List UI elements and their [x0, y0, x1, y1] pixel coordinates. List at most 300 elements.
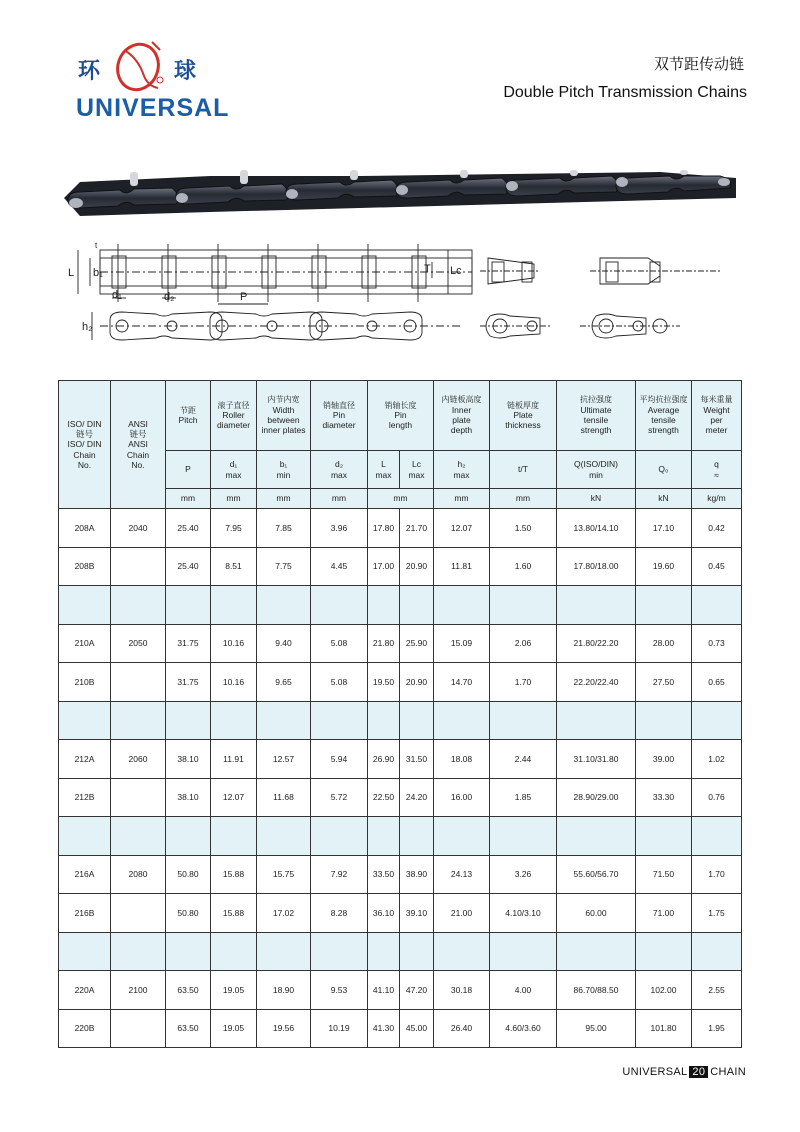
blank-cell: [692, 701, 742, 740]
header-row-names: [59, 381, 742, 451]
table-cell: 210B: [59, 663, 111, 702]
blank-cell: [59, 932, 111, 971]
blank-cell: [257, 701, 311, 740]
blank-cell: [692, 586, 742, 625]
header-text: 链号: [129, 429, 147, 440]
table-cell: 15.88: [211, 855, 257, 894]
blank-cell: [211, 932, 257, 971]
table-row: [59, 509, 742, 548]
table-cell: 71.00: [636, 894, 692, 933]
table-cell: 21.00: [434, 894, 490, 933]
header-en: Weight: [703, 405, 730, 416]
header-col-9: [557, 381, 636, 451]
header-cn: 每米重量: [700, 395, 733, 405]
header-en: Pitch: [178, 415, 198, 426]
table-cell: 16.00: [434, 778, 490, 817]
table-cell: 45.00: [400, 1009, 434, 1048]
blank-cell: [59, 586, 111, 625]
table-cell: 20.90: [400, 663, 434, 702]
label-d2: d₂: [164, 291, 175, 303]
table-cell: 60.00: [557, 894, 636, 933]
table-cell: 7.95: [211, 509, 257, 548]
table-cell: 22.50: [368, 778, 400, 817]
logo-cn-left: 环: [78, 59, 101, 84]
table-cell: 4.45: [311, 547, 368, 586]
symbol-text: max: [408, 469, 425, 480]
symbol-cell: [692, 451, 742, 489]
symbol-text: max: [375, 469, 392, 480]
table-cell: 38.10: [166, 778, 211, 817]
header-en: tensile: [583, 415, 609, 426]
table-cell: 12.07: [434, 509, 490, 548]
symbol-text: b₁: [279, 459, 288, 470]
header-col-1: [111, 381, 166, 509]
blank-cell: [311, 817, 368, 856]
table-cell: 1.85: [490, 778, 557, 817]
table-cell: 0.45: [692, 547, 742, 586]
table-cell: 19.05: [211, 971, 257, 1010]
table-cell: 1.70: [490, 663, 557, 702]
table-cell: 5.94: [311, 740, 368, 779]
header-col-6: [368, 381, 434, 451]
table-cell: 17.80/18.00: [557, 547, 636, 586]
table-cell: 55.60/56.70: [557, 855, 636, 894]
page-title-en: Double Pitch Transmission Chains: [503, 84, 747, 101]
header-text: ISO/ DIN: [67, 439, 102, 450]
table-cell: 5.08: [311, 624, 368, 663]
symbol-text: max: [453, 469, 470, 480]
table-cell: 11.68: [257, 778, 311, 817]
symbol-cell: [368, 451, 400, 489]
table-cell: 208B: [59, 547, 111, 586]
separator-row: [59, 701, 742, 740]
table-cell: 30.18: [434, 971, 490, 1010]
table-cell: 38.10: [166, 740, 211, 779]
blank-cell: [111, 817, 166, 856]
header-en: tensile: [651, 415, 676, 426]
header-col-2: [166, 381, 211, 451]
blank-cell: [257, 817, 311, 856]
unit-cell: mm: [434, 489, 490, 509]
table-cell: 20.90: [400, 547, 434, 586]
table-cell: 11.81: [434, 547, 490, 586]
header-cn: 滚子直径: [217, 400, 250, 410]
table-cell: 36.10: [368, 894, 400, 933]
table-cell: 4.10/3.10: [490, 894, 557, 933]
header-en: Width: [272, 405, 295, 416]
table-cell: 1.70: [692, 855, 742, 894]
table-cell: 220A: [59, 971, 111, 1010]
blank-cell: [166, 586, 211, 625]
blank-cell: [490, 817, 557, 856]
blank-cell: [111, 586, 166, 625]
table-cell: 0.76: [692, 778, 742, 817]
label-d1: d₁: [112, 289, 122, 301]
table-cell: 2.44: [490, 740, 557, 779]
table-cell: 50.80: [166, 894, 211, 933]
table-cell: 3.26: [490, 855, 557, 894]
table-cell: 21.80/22.20: [557, 624, 636, 663]
symbol-text: max: [225, 469, 242, 480]
table-cell: 101.80: [636, 1009, 692, 1048]
logo-cn-right: 球: [174, 59, 197, 84]
table-cell: 14.70: [434, 663, 490, 702]
blank-cell: [400, 817, 434, 856]
symbol-text: d₁: [229, 459, 238, 470]
table-cell: 9.65: [257, 663, 311, 702]
table-cell: 26.90: [368, 740, 400, 779]
table-cell: 21.80: [368, 624, 400, 663]
header-col-4: [257, 381, 311, 451]
symbol-text: q: [714, 459, 719, 470]
symbol-text: ≈: [714, 469, 719, 480]
header-en: plate: [452, 415, 471, 426]
header-col-8: [490, 381, 557, 451]
table-cell: 25.90: [400, 624, 434, 663]
header-cn: 内节内宽: [267, 395, 300, 405]
table-cell: 0.42: [692, 509, 742, 548]
symbol-cell: [434, 451, 490, 489]
header-en: Roller: [222, 410, 245, 421]
table-cell: 26.40: [434, 1009, 490, 1048]
table-cell: 9.53: [311, 971, 368, 1010]
symbol-text: L: [381, 459, 386, 470]
label-T: T: [424, 263, 431, 275]
table-cell: 9.40: [257, 624, 311, 663]
blank-cell: [311, 586, 368, 625]
separator-row: [59, 817, 742, 856]
header-col-11: [692, 381, 742, 451]
blank-cell: [311, 932, 368, 971]
table-cell: 17.80: [368, 509, 400, 548]
symbol-text: max: [330, 469, 348, 480]
header-cn: 内链板高度: [441, 395, 482, 405]
table-cell: [111, 547, 166, 586]
table-cell: 95.00: [557, 1009, 636, 1048]
symbol-text: P: [185, 464, 191, 475]
blank-cell: [434, 701, 490, 740]
blank-cell: [490, 932, 557, 971]
table-cell: 28.00: [636, 624, 692, 663]
footer-brand: UNIVERSAL: [622, 1066, 688, 1078]
table-cell: 1.95: [692, 1009, 742, 1048]
blank-cell: [434, 932, 490, 971]
symbol-cell: [400, 451, 434, 489]
blank-cell: [368, 817, 400, 856]
table-cell: 10.16: [211, 663, 257, 702]
label-P: P: [240, 291, 248, 303]
header-text: ANSI: [128, 419, 148, 430]
table-cell: 31.50: [400, 740, 434, 779]
table-cell: 5.08: [311, 663, 368, 702]
header-en: Ultimate: [580, 405, 612, 416]
table-cell: 12.07: [211, 778, 257, 817]
table-row: [59, 624, 742, 663]
table-cell: 86.70/88.50: [557, 971, 636, 1010]
header-en: diameter: [216, 420, 251, 431]
symbol-text: h₂: [457, 459, 466, 470]
table-cell: 31.75: [166, 624, 211, 663]
header-en: Plate: [513, 410, 533, 421]
table-cell: 8.51: [211, 547, 257, 586]
blank-cell: [636, 817, 692, 856]
table-cell: 10.19: [311, 1009, 368, 1048]
unit-cell: kN: [636, 489, 692, 509]
table-cell: 39.00: [636, 740, 692, 779]
blank-cell: [400, 701, 434, 740]
header-col-3: [211, 381, 257, 451]
blank-cell: [557, 701, 636, 740]
header-en: length: [388, 420, 413, 431]
separator-row: [59, 586, 742, 625]
blank-cell: [490, 701, 557, 740]
unit-cell: mm: [166, 489, 211, 509]
table-cell: 27.50: [636, 663, 692, 702]
table-cell: 2.06: [490, 624, 557, 663]
symbol-text: min: [276, 469, 291, 480]
blank-cell: [557, 586, 636, 625]
table-cell: 1.02: [692, 740, 742, 779]
table-cell: 33.30: [636, 778, 692, 817]
header-cn: 抗拉强度: [580, 395, 612, 405]
table-cell: 208A: [59, 509, 111, 548]
table-cell: 19.56: [257, 1009, 311, 1048]
header-en: depth: [450, 425, 473, 436]
table-cell: 24.20: [400, 778, 434, 817]
table-cell: 25.40: [166, 547, 211, 586]
table-cell: 19.05: [211, 1009, 257, 1048]
table-row: [59, 663, 742, 702]
blank-cell: [692, 817, 742, 856]
table-cell: 10.16: [211, 624, 257, 663]
table-cell: 12.57: [257, 740, 311, 779]
table-cell: 7.92: [311, 855, 368, 894]
symbol-text: Lc: [412, 459, 421, 470]
table-cell: 216A: [59, 855, 111, 894]
table-cell: 4.60/3.60: [490, 1009, 557, 1048]
table-cell: 24.13: [434, 855, 490, 894]
header-cn: 链板厚度: [507, 400, 539, 410]
header-col-0: [59, 381, 111, 509]
table-body: [59, 509, 742, 1048]
unit-cell: kN: [557, 489, 636, 509]
table-cell: 17.10: [636, 509, 692, 548]
table-cell: [111, 663, 166, 702]
blank-cell: [368, 586, 400, 625]
header-en: strength: [648, 425, 679, 436]
label-Lc: Lc: [450, 265, 462, 277]
blank-cell: [311, 701, 368, 740]
label-t: t: [95, 241, 98, 250]
blank-cell: [166, 932, 211, 971]
blank-cell: [490, 586, 557, 625]
table-cell: 210A: [59, 624, 111, 663]
header-en: thickness: [505, 420, 541, 431]
chain-photo-image: [60, 170, 740, 228]
label-L: L: [68, 267, 75, 279]
table-cell: 22.20/22.40: [557, 663, 636, 702]
table-row: [59, 1009, 742, 1048]
table-cell: 2080: [111, 855, 166, 894]
table-cell: 21.70: [400, 509, 434, 548]
blank-cell: [557, 932, 636, 971]
blank-cell: [59, 817, 111, 856]
unit-cell: mm: [211, 489, 257, 509]
logo-text: UNIVERSAL: [76, 94, 230, 122]
table-cell: 15.75: [257, 855, 311, 894]
unit-cell: mm: [368, 489, 434, 509]
header-cn: 销轴长度: [384, 400, 417, 410]
header-en: between: [267, 415, 300, 426]
table-cell: 212B: [59, 778, 111, 817]
header-text: No.: [77, 459, 92, 470]
blank-cell: [166, 701, 211, 740]
header-text: Chain: [73, 449, 96, 460]
spec-table: [58, 380, 742, 1048]
table-cell: 2050: [111, 624, 166, 663]
table-cell: 41.10: [368, 971, 400, 1010]
header-text: No.: [131, 459, 145, 470]
header-en: meter: [705, 425, 728, 436]
blank-cell: [368, 932, 400, 971]
table-cell: 18.90: [257, 971, 311, 1010]
table-row: [59, 778, 742, 817]
table-row: [59, 894, 742, 933]
blank-cell: [211, 817, 257, 856]
table-cell: 15.09: [434, 624, 490, 663]
separator-row: [59, 932, 742, 971]
blank-cell: [111, 701, 166, 740]
symbol-text: t/T: [518, 464, 528, 475]
symbol-cell: [166, 451, 211, 489]
table-cell: 28.90/29.00: [557, 778, 636, 817]
symbol-text: d₂: [334, 459, 344, 470]
table-row: [59, 740, 742, 779]
blank-cell: [211, 701, 257, 740]
blank-cell: [636, 932, 692, 971]
table-cell: 50.80: [166, 855, 211, 894]
page-number: 20: [689, 1066, 708, 1078]
chain-technical-drawing: [60, 236, 760, 366]
symbol-cell: [211, 451, 257, 489]
symbol-text: min: [589, 469, 603, 480]
header-cn: 销轴直径: [323, 400, 355, 410]
table-cell: [111, 1009, 166, 1048]
globe-logo-icon: [108, 36, 172, 94]
table-cell: 0.73: [692, 624, 742, 663]
header-text: 链号: [75, 429, 93, 440]
table-cell: 102.00: [636, 971, 692, 1010]
table-cell: 18.08: [434, 740, 490, 779]
table-cell: 31.75: [166, 663, 211, 702]
header-en: per: [710, 415, 723, 426]
page-title-cn: 双节距传动链: [653, 55, 744, 73]
table-cell: 39.10: [400, 894, 434, 933]
table-cell: 17.00: [368, 547, 400, 586]
header-col-5: [311, 381, 368, 451]
brand-logo: [74, 36, 230, 126]
label-h2: h₂: [82, 321, 93, 333]
header-cn: 节距: [180, 405, 196, 415]
table-cell: 220B: [59, 1009, 111, 1048]
blank-cell: [557, 817, 636, 856]
table-cell: 216B: [59, 894, 111, 933]
blank-cell: [636, 586, 692, 625]
footer-label: CHAIN: [710, 1066, 746, 1078]
table-row: [59, 971, 742, 1010]
table-cell: 2.55: [692, 971, 742, 1010]
table-cell: 41.30: [368, 1009, 400, 1048]
table-cell: 4.00: [490, 971, 557, 1010]
table-cell: 1.50: [490, 509, 557, 548]
table-cell: 7.75: [257, 547, 311, 586]
unit-cell: mm: [311, 489, 368, 509]
unit-cell: kg/m: [692, 489, 742, 509]
table-cell: 1.75: [692, 894, 742, 933]
symbol-cell: [636, 451, 692, 489]
header-en: Pin: [332, 410, 346, 421]
table-cell: 2060: [111, 740, 166, 779]
table-cell: 25.40: [166, 509, 211, 548]
table-cell: 38.90: [400, 855, 434, 894]
header-en: inner plates: [261, 425, 306, 436]
table-row: [59, 547, 742, 586]
table-cell: 33.50: [368, 855, 400, 894]
blank-cell: [211, 586, 257, 625]
symbol-text: Q₀: [658, 464, 669, 475]
table-cell: 1.60: [490, 547, 557, 586]
blank-cell: [257, 932, 311, 971]
symbol-cell: [311, 451, 368, 489]
table-cell: 8.28: [311, 894, 368, 933]
table-cell: 11.91: [211, 740, 257, 779]
table-cell: 7.85: [257, 509, 311, 548]
table-cell: 63.50: [166, 1009, 211, 1048]
blank-cell: [434, 586, 490, 625]
blank-cell: [368, 701, 400, 740]
table-cell: 0.65: [692, 663, 742, 702]
table-cell: 2040: [111, 509, 166, 548]
table-cell: 17.02: [257, 894, 311, 933]
header-text: ISO/ DIN: [67, 419, 102, 430]
header-text: ANSI: [128, 439, 148, 450]
table-cell: 19.60: [636, 547, 692, 586]
header-cn: 平均抗拉强度: [639, 395, 688, 405]
unit-cell: mm: [257, 489, 311, 509]
table-cell: 212A: [59, 740, 111, 779]
table-cell: 13.80/14.10: [557, 509, 636, 548]
table-cell: 3.96: [311, 509, 368, 548]
symbol-cell: [490, 451, 557, 489]
blank-cell: [59, 701, 111, 740]
blank-cell: [692, 932, 742, 971]
table-cell: [111, 778, 166, 817]
label-b1: b₁: [93, 267, 103, 279]
blank-cell: [111, 932, 166, 971]
table-cell: 19.50: [368, 663, 400, 702]
header-col-7: [434, 381, 490, 451]
unit-cell: mm: [490, 489, 557, 509]
table-row: [59, 855, 742, 894]
header-en: Average: [647, 405, 680, 416]
table-cell: 47.20: [400, 971, 434, 1010]
symbol-text: Q(ISO/DIN): [574, 459, 618, 470]
header-en: Pin: [394, 410, 407, 421]
blank-cell: [636, 701, 692, 740]
symbol-cell: [557, 451, 636, 489]
header-en: strength: [580, 425, 612, 436]
blank-cell: [400, 586, 434, 625]
